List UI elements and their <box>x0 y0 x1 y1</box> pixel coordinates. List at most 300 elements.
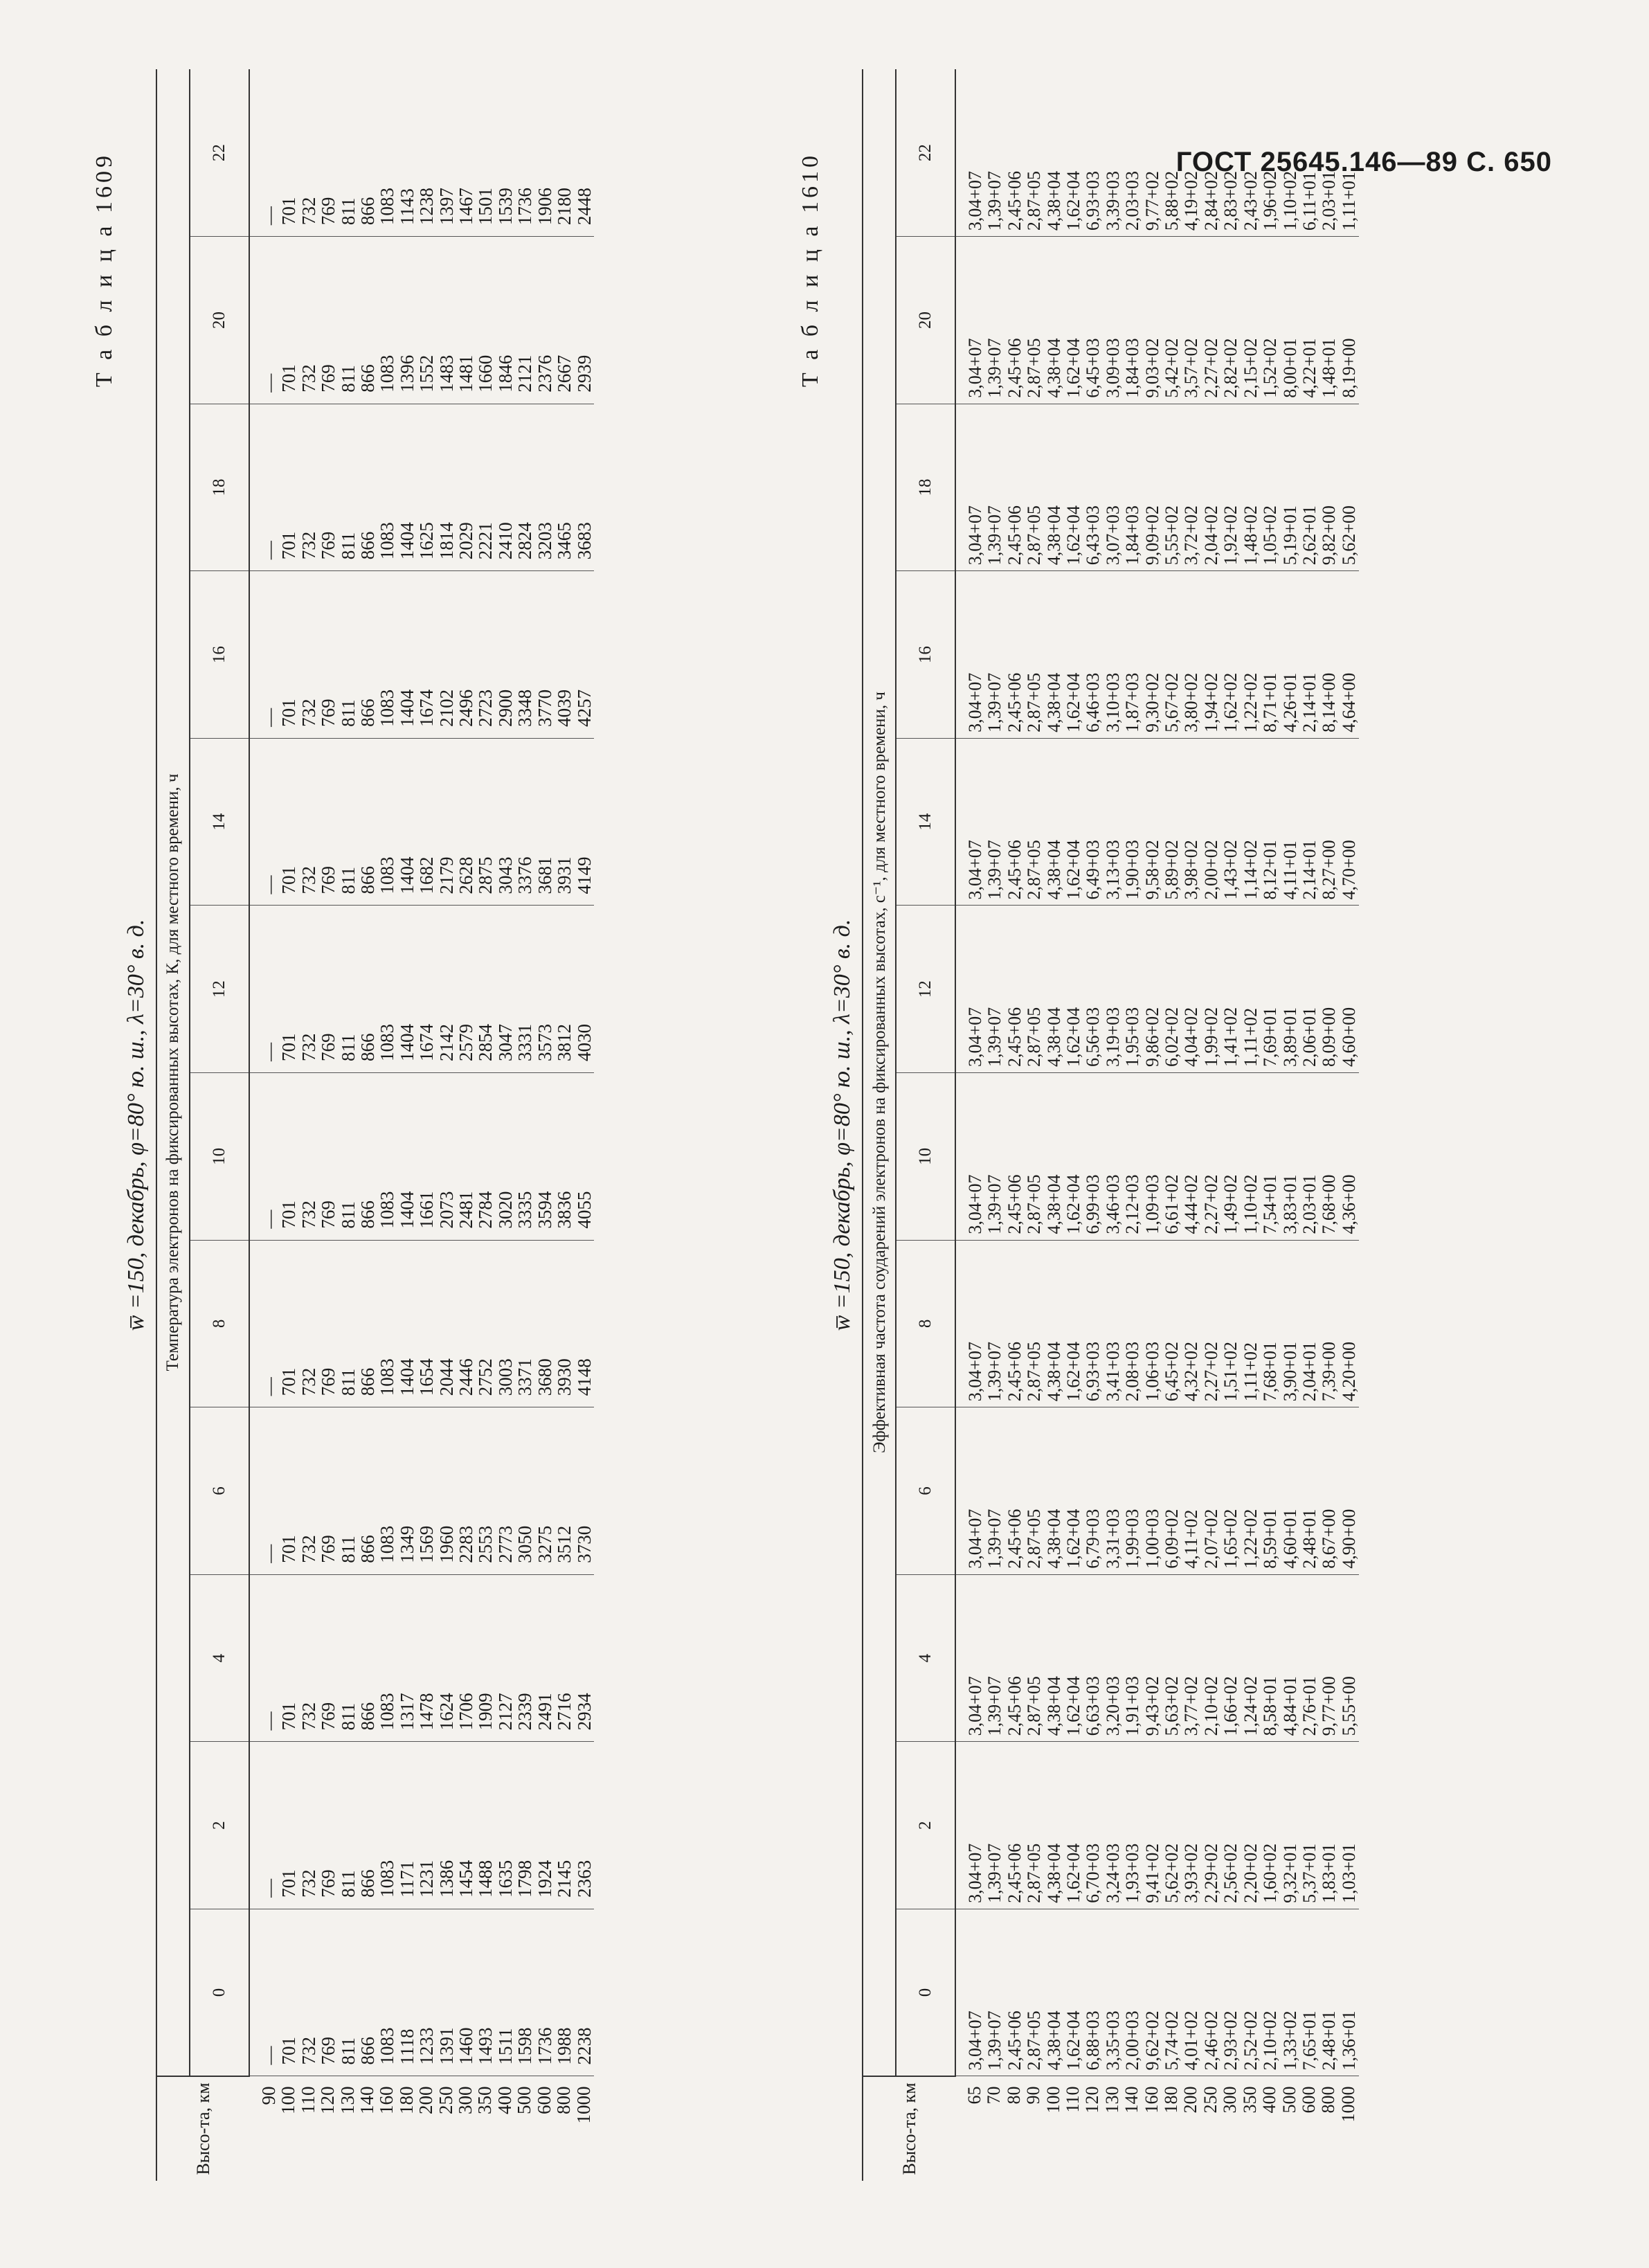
table-cell-value: 4030 <box>573 1024 595 1062</box>
hour-header: 2 <box>190 1742 249 1909</box>
hour-values-cell <box>249 906 594 1073</box>
table-cell-value: 3,35+03 <box>1102 2010 1123 2071</box>
table-cell-value: 4,38+04 <box>1043 840 1064 900</box>
table-cell-value: 1083 <box>377 856 398 894</box>
table-cell-value: 1,39+07 <box>984 840 1005 900</box>
table-cell-value: 3,93+02 <box>1181 1843 1202 1903</box>
hours-row <box>896 69 955 2181</box>
table-cell-value: 1,87+03 <box>1122 672 1143 732</box>
table-cell-value: 6,43+03 <box>1083 505 1103 566</box>
table-cell-value: 3465 <box>554 522 575 560</box>
table-cell-value: 2,87+05 <box>1024 1676 1045 1736</box>
table-cell-value: 2,00+03 <box>1122 2010 1143 2071</box>
span-header: Эффективная частота соударений электронов на фиксированных высотах, с⁻¹, для местного времени, ч <box>863 69 896 2076</box>
table-cell-value: 6,02+02 <box>1162 1007 1182 1068</box>
table-cell-value: 4,19+02 <box>1181 170 1202 231</box>
table-cell-value: 3203 <box>534 522 555 560</box>
table-cell-value: 1654 <box>416 1358 438 1396</box>
table-cell-value: 2238 <box>573 2027 595 2065</box>
table-cell-value: 4,04+02 <box>1181 1007 1202 1068</box>
table-cell-value: 3,83+01 <box>1279 1174 1300 1234</box>
hour-values-cell <box>249 1574 594 1742</box>
table-cell-value: 2,00+02 <box>1200 840 1221 900</box>
table-cell-value: 701 <box>278 1535 300 1563</box>
table-cell-value: 1,41+02 <box>1220 1007 1241 1068</box>
table-cell-value: 6,79+03 <box>1083 1509 1103 1569</box>
table-cell-value: 1317 <box>396 1693 417 1731</box>
table-cell-value: 6,45+02 <box>1162 1342 1182 1402</box>
data-table <box>862 69 1359 2181</box>
height-value: 120 <box>317 2086 339 2114</box>
table-cell-value: 3,04+07 <box>965 2010 985 2071</box>
table-cell-value: — <box>259 875 280 894</box>
table-cell-value: 811 <box>337 1201 359 1229</box>
height-value: 100 <box>1043 2086 1063 2114</box>
table-cell-value: 6,70+03 <box>1083 1843 1103 1903</box>
table-cell-value: 4,11+01 <box>1279 840 1300 900</box>
table-cell-value: 732 <box>298 1200 319 1229</box>
table-cell-value: 866 <box>357 1033 379 1062</box>
table-cell-value: 701 <box>278 2037 300 2065</box>
height-value: 500 <box>514 2086 535 2114</box>
table-cell-value: 2,10+02 <box>1200 1676 1221 1736</box>
table-cell-value: 3,04+07 <box>965 1509 985 1569</box>
hour-header: 0 <box>896 1909 955 2076</box>
table-cell-value: 1404 <box>396 689 417 727</box>
height-value: 90 <box>258 2086 279 2105</box>
table-cell-value: 3047 <box>494 1024 516 1062</box>
table-cell-value: 2,76+01 <box>1299 1676 1319 1736</box>
table-cell-value: 2073 <box>435 1191 457 1229</box>
table-cell-value: 1660 <box>475 354 496 393</box>
table-cell-value: 2784 <box>475 1191 496 1229</box>
table-cell-value: — <box>259 1544 280 1563</box>
table-cell-value: 1736 <box>514 188 536 226</box>
table-cell-value: 2,87+05 <box>1024 1007 1045 1068</box>
table-cell-value: — <box>259 373 280 393</box>
table-cell-value: 1846 <box>494 354 516 393</box>
table-1610-block <box>796 69 1516 2181</box>
table-cell-value: 1736 <box>534 2027 555 2065</box>
table-cell-value: 8,00+01 <box>1279 338 1300 398</box>
table-cell-value: 1,52+02 <box>1260 338 1281 398</box>
height-value: 90 <box>1023 2086 1044 2105</box>
table-cell-value: 8,19+00 <box>1338 338 1359 398</box>
hour-header: 8 <box>190 1240 249 1407</box>
table-cell-value: 811 <box>337 699 359 727</box>
hour-values-cell <box>249 1909 594 2076</box>
table-cell-value: 3348 <box>514 689 536 727</box>
table-cell-value: 1,39+07 <box>984 1843 1005 1903</box>
table-cell-value: 1,93+03 <box>1122 1843 1143 1903</box>
table-cell-value: 811 <box>337 1702 359 1731</box>
table-cell-value: 1391 <box>435 2027 457 2065</box>
table-cell-value: 811 <box>337 1870 359 1898</box>
table-cell-value: 732 <box>298 1869 319 1898</box>
span-header: Температура электронов на фиксированных высотах, К, для местного времени, ч <box>156 69 190 2076</box>
hour-header: 14 <box>190 738 249 906</box>
table-cell-value: 5,62+00 <box>1338 505 1359 566</box>
height-value: 65 <box>964 2086 984 2105</box>
table-cell-value: 4,38+04 <box>1043 1174 1064 1234</box>
table-cell-value: 1,65+02 <box>1220 1509 1241 1569</box>
table-cell-value: 4,60+00 <box>1338 1007 1359 1068</box>
table-cell-value: 8,59+01 <box>1260 1509 1281 1569</box>
table-cell-value: 3,04+07 <box>965 840 985 900</box>
table-cell-value: 1,62+04 <box>1063 840 1084 900</box>
table-cell-value: 2,20+02 <box>1240 1843 1261 1903</box>
table-cell-value: 2,48+01 <box>1299 1509 1319 1569</box>
table-cell-value: — <box>259 708 280 727</box>
table-cell-value: 2044 <box>435 1358 457 1396</box>
table-cell-value: 1,39+07 <box>984 1342 1005 1402</box>
table-cell-value: 3,04+07 <box>965 672 985 732</box>
hour-values-cell <box>249 738 594 906</box>
table-cell-value: 1386 <box>435 1860 457 1898</box>
table-cell-value: 2,87+05 <box>1024 1174 1045 1234</box>
table-cell-value: 1404 <box>396 1191 417 1229</box>
table-cell-value: 7,54+01 <box>1260 1174 1281 1234</box>
table-cell-value: 3,77+02 <box>1181 1676 1202 1736</box>
table-cell-value: 811 <box>337 2037 359 2065</box>
hour-values-cell <box>955 1073 1359 1241</box>
height-value: 500 <box>1279 2086 1299 2114</box>
hour-values-cell <box>955 1909 1359 2076</box>
table-cell-value: 2,45+06 <box>1004 1174 1025 1234</box>
table-cell-value: 2,52+02 <box>1240 2010 1261 2071</box>
table-cell-value: 3,46+03 <box>1102 1174 1123 1234</box>
table-cell-value: 6,49+03 <box>1083 840 1103 900</box>
table-cell-value: 1,39+07 <box>984 1007 1005 1068</box>
table-cell-value: 1,39+07 <box>984 1174 1005 1234</box>
table-cell-value: 769 <box>318 364 339 393</box>
table-cell-value: 1598 <box>514 2027 536 2065</box>
height-value: 130 <box>1101 2086 1122 2114</box>
table-cell-value: 1083 <box>377 1693 398 1731</box>
table-cell-value: 1569 <box>416 1525 438 1563</box>
table-cell-value: 1,36+01 <box>1338 2010 1359 2071</box>
table-cell-value: 1083 <box>377 1191 398 1229</box>
table-cell-value: 5,62+02 <box>1162 1843 1182 1903</box>
height-value: 350 <box>474 2086 496 2114</box>
table-cell-value: 1,96+02 <box>1260 170 1281 231</box>
table-cell-value: 1083 <box>377 1860 398 1898</box>
table-cell-value: 811 <box>337 532 359 560</box>
table-cell-value: 3,90+01 <box>1279 1342 1300 1402</box>
height-value: 110 <box>1063 2086 1083 2113</box>
hour-header: 2 <box>896 1742 955 1909</box>
table-cell-value: 3043 <box>494 856 516 894</box>
table-cell-value: 701 <box>278 865 300 894</box>
height-value: 400 <box>1259 2086 1280 2114</box>
table-cell-value: 1083 <box>377 354 398 393</box>
table-cell-value: 1,09+03 <box>1142 1174 1162 1234</box>
table-cell-value: 9,43+02 <box>1142 1676 1162 1736</box>
hour-values-cell <box>955 738 1359 906</box>
table-cell-value: 2363 <box>573 1860 595 1898</box>
table-title: w̅ =150, декабрь, φ=80° ю. ш., λ=30° в. д. <box>829 919 855 1331</box>
table-cell-value: 1,62+04 <box>1063 1509 1084 1569</box>
table-cell-value: 1,92+02 <box>1220 505 1241 566</box>
table-cell-value: 2,62+01 <box>1299 505 1319 566</box>
table-cell-value: — <box>259 1043 280 1062</box>
hour-values-cell <box>249 1240 594 1407</box>
table-cell-value: 732 <box>298 364 319 393</box>
table-cell-value: 866 <box>357 1367 379 1396</box>
table-title: w̅ =150, декабрь, φ=80° ю. ш., λ=30° в. д. <box>123 919 149 1331</box>
table-cell-value: 2939 <box>573 354 595 393</box>
table-cell-value: 1,48+01 <box>1319 338 1340 398</box>
hour-header: 8 <box>896 1240 955 1407</box>
table-cell-value: 4,64+00 <box>1338 672 1359 732</box>
hour-header: 10 <box>190 1073 249 1241</box>
table-cell-value: 701 <box>278 1702 300 1731</box>
table-cell-value: — <box>259 2046 280 2065</box>
table-cell-value: 701 <box>278 1869 300 1898</box>
table-cell-value: 3,19+03 <box>1102 1007 1123 1068</box>
table-cell-value: 8,58+01 <box>1260 1676 1281 1736</box>
table-cell-value: 5,89+02 <box>1162 840 1182 900</box>
table-cell-value: 3335 <box>514 1191 536 1229</box>
table-cell-value: 1,03+01 <box>1338 1843 1359 1903</box>
table-cell-value: 1,94+02 <box>1200 672 1221 732</box>
table-cell-value: 7,65+01 <box>1299 2010 1319 2071</box>
table-cell-value: 1625 <box>416 522 438 560</box>
table-cell-value: 3812 <box>554 1024 575 1062</box>
table-cell-value: 1511 <box>494 2028 516 2065</box>
table-cell-value: 2,03+01 <box>1319 170 1340 231</box>
table-cell-value: 1706 <box>456 1693 477 1731</box>
height-values-cell <box>249 2076 594 2181</box>
hour-values-cell <box>955 1407 1359 1575</box>
table-cell-value: 1231 <box>416 1860 438 1898</box>
table-cell-value: 3,13+03 <box>1102 840 1123 900</box>
table-cell-value: 1083 <box>377 522 398 560</box>
height-value: 800 <box>1318 2086 1339 2114</box>
table-cell-value: 1,10+02 <box>1279 170 1300 231</box>
table-cell-value: 3050 <box>514 1525 536 1563</box>
hour-values-cell <box>955 237 1359 404</box>
height-value: 300 <box>455 2086 476 2114</box>
table-cell-value: 4,70+00 <box>1338 840 1359 900</box>
table-cell-value: 3,31+03 <box>1102 1509 1123 1569</box>
hour-header: 16 <box>896 571 955 739</box>
table-cell-value: 1460 <box>456 2027 477 2065</box>
table-cell-value: 2553 <box>475 1525 496 1563</box>
table-cell-value: 2410 <box>494 522 516 560</box>
table-cell-value: 3,04+07 <box>965 338 985 398</box>
table-cell-value: 2283 <box>456 1525 477 1563</box>
table-cell-value: 1,39+07 <box>984 1676 1005 1736</box>
table-cell-value: 732 <box>298 2037 319 2065</box>
table-cell-value: 3,20+03 <box>1102 1676 1123 1736</box>
table-cell-value: 1,06+03 <box>1142 1342 1162 1402</box>
table-cell-value: 732 <box>298 865 319 894</box>
table-cell-value: 1635 <box>494 1860 516 1898</box>
height-value: 600 <box>533 2086 555 2114</box>
table-cell-value: 2339 <box>514 1693 536 1731</box>
height-value: 140 <box>1121 2086 1142 2114</box>
table-cell-value: 2854 <box>475 1024 496 1062</box>
table-cell-value: 5,67+02 <box>1162 672 1182 732</box>
table-cell-value: 2,14+01 <box>1299 840 1319 900</box>
height-value: 140 <box>357 2086 378 2114</box>
table-cell-value: 4,22+01 <box>1299 338 1319 398</box>
table-cell-value: 866 <box>357 364 379 393</box>
height-column-header: Высо-та, км <box>863 2076 955 2181</box>
table-cell-value: 4,11+02 <box>1181 1509 1202 1569</box>
table-cell-value: 1083 <box>377 2027 398 2065</box>
table-cell-value: 2,45+06 <box>1004 1509 1025 1569</box>
table-cell-value: 2,45+06 <box>1004 170 1025 231</box>
table-cell-value: 2446 <box>456 1358 477 1396</box>
table-cell-value: 5,63+02 <box>1162 1676 1182 1736</box>
hour-header: 12 <box>190 906 249 1073</box>
table-cell-value: 4,38+04 <box>1043 1676 1064 1736</box>
table-cell-value: — <box>259 1711 280 1731</box>
table-cell-value: 4,38+04 <box>1043 1007 1064 1068</box>
table-cell-value: 2,27+02 <box>1200 1342 1221 1402</box>
table-cell-value: — <box>259 1377 280 1396</box>
table-cell-value: 1682 <box>416 856 438 894</box>
table-cell-value: 8,67+00 <box>1319 1509 1340 1569</box>
table-cell-value: 2,43+02 <box>1240 170 1261 231</box>
table-cell-value: 1674 <box>416 689 438 727</box>
hour-header: 12 <box>896 906 955 1073</box>
table-cell-value: 3,04+07 <box>965 1174 985 1234</box>
table-cell-value: 1,24+02 <box>1240 1676 1261 1736</box>
table-cell-value: 6,93+03 <box>1083 170 1103 231</box>
table-cell-value: 2,06+01 <box>1299 1007 1319 1068</box>
table-cell-value: 6,93+03 <box>1083 1342 1103 1402</box>
table-cell-value: 4149 <box>573 856 595 894</box>
hour-header: 22 <box>896 69 955 237</box>
table-cell-value: 4,38+04 <box>1043 170 1064 231</box>
table-cell-value: 6,61+02 <box>1162 1174 1182 1234</box>
table-body-row <box>955 69 1359 2181</box>
table-cell-value: 2,45+06 <box>1004 1843 1025 1903</box>
table-cell-value: 7,69+01 <box>1260 1007 1281 1068</box>
table-cell-value: 2824 <box>514 522 536 560</box>
table-cell-value: 1,39+07 <box>984 170 1005 231</box>
table-cell-value: 1,66+02 <box>1220 1676 1241 1736</box>
table-cell-value: 732 <box>298 197 319 226</box>
table-cell-value: 6,56+03 <box>1083 1007 1103 1068</box>
hour-header: 4 <box>896 1574 955 1742</box>
table-cell-value: 1,10+02 <box>1240 1174 1261 1234</box>
table-cell-value: 2,03+03 <box>1122 170 1143 231</box>
table-cell-value: 1,62+04 <box>1063 1007 1084 1068</box>
table-cell-value: 4,01+02 <box>1181 2010 1202 2071</box>
table-cell-value: 2,07+02 <box>1200 1509 1221 1569</box>
height-value: 1000 <box>1337 2086 1358 2123</box>
table-cell-value: 3770 <box>534 689 555 727</box>
table-cell-value: 6,11+01 <box>1299 171 1319 231</box>
table-cell-value: 1814 <box>435 522 457 560</box>
table-cell-value: 701 <box>278 1367 300 1396</box>
table-cell-value: 5,88+02 <box>1162 170 1182 231</box>
hour-values-cell <box>955 69 1359 237</box>
table-cell-value: 1,22+02 <box>1240 672 1261 732</box>
table-cell-value: 1924 <box>534 1860 555 1898</box>
table-cell-value: 1,62+04 <box>1063 1676 1084 1736</box>
height-value: 130 <box>336 2086 358 2114</box>
table-cell-value: 1,14+02 <box>1240 840 1261 900</box>
table-cell-value: 6,88+03 <box>1083 2010 1103 2071</box>
table-cell-value: 1171 <box>396 1860 417 1898</box>
table-cell-value: 9,41+02 <box>1142 1843 1162 1903</box>
table-cell-value: 3,41+03 <box>1102 1342 1123 1402</box>
table-cell-value: 701 <box>278 197 300 226</box>
table-cell-value: 2221 <box>475 522 496 560</box>
table-cell-value: 3,57+02 <box>1181 338 1202 398</box>
table-cell-value: 769 <box>318 2037 339 2065</box>
table-cell-value: 9,32+01 <box>1279 1843 1300 1903</box>
table-cell-value: 1,11+02 <box>1240 1007 1261 1068</box>
table-cell-value: 9,58+02 <box>1142 840 1162 900</box>
table-cell-value: 701 <box>278 364 300 393</box>
table-cell-value: 4,90+00 <box>1338 1509 1359 1569</box>
table-cell-value: 1397 <box>435 188 457 226</box>
table-cell-value: 732 <box>298 1367 319 1396</box>
table-cell-value: 4,38+04 <box>1043 672 1064 732</box>
table-cell-value: 2,56+02 <box>1220 1843 1241 1903</box>
hour-header: 6 <box>896 1407 955 1575</box>
table-cell-value: 1539 <box>494 188 516 226</box>
table-cell-value: 2029 <box>456 522 477 560</box>
table-cell-value: 1,62+04 <box>1063 1174 1084 1234</box>
table-cell-value: 2,48+01 <box>1319 2010 1340 2071</box>
height-value: 180 <box>395 2086 417 2114</box>
table-cell-value: 1,62+04 <box>1063 505 1084 566</box>
table-cell-value: 769 <box>318 1702 339 1731</box>
table-cell-value: 1467 <box>456 188 477 226</box>
table-cell-value: 2,27+02 <box>1200 1174 1221 1234</box>
hour-header: 0 <box>190 1909 249 2076</box>
table-cell-value: 2491 <box>534 1693 555 1731</box>
table-cell-value: 9,03+02 <box>1142 338 1162 398</box>
table-cell-value: 866 <box>357 1200 379 1229</box>
height-values-cell <box>955 2076 1359 2181</box>
table-cell-value: 2,45+06 <box>1004 1007 1025 1068</box>
table-cell-value: 1,43+02 <box>1220 840 1241 900</box>
table-cell-value: 1,51+02 <box>1220 1342 1241 1402</box>
table-cell-value: 8,27+00 <box>1319 840 1340 900</box>
table-number: Т а б л и ц а 1610 <box>798 152 823 388</box>
table-body-row <box>249 69 594 2181</box>
table-cell-value: 1349 <box>396 1525 417 1563</box>
table-cell-value: 1083 <box>377 689 398 727</box>
table-cell-value: 1404 <box>396 856 417 894</box>
table-1609-block <box>90 69 810 2181</box>
table-cell-value: 1083 <box>377 1358 398 1396</box>
table-cell-value: 2,08+03 <box>1122 1342 1143 1402</box>
header-row <box>156 69 190 2181</box>
table-cell-value: 5,55+00 <box>1338 1676 1359 1736</box>
table-cell-value: 2875 <box>475 856 496 894</box>
table-cell-value: 2,87+05 <box>1024 840 1045 900</box>
table-cell-value: 5,74+02 <box>1162 2010 1182 2071</box>
hour-header: 18 <box>190 404 249 571</box>
table-cell-value: 732 <box>298 1033 319 1062</box>
table-cell-value: 9,77+00 <box>1319 1676 1340 1736</box>
table-cell-value: 7,39+00 <box>1319 1342 1340 1402</box>
table-cell-value: 1483 <box>435 354 457 393</box>
height-value: 400 <box>494 2086 515 2114</box>
hour-values-cell <box>249 571 594 739</box>
hour-header: 22 <box>190 69 249 237</box>
table-cell-value: 1,99+02 <box>1200 1007 1221 1068</box>
